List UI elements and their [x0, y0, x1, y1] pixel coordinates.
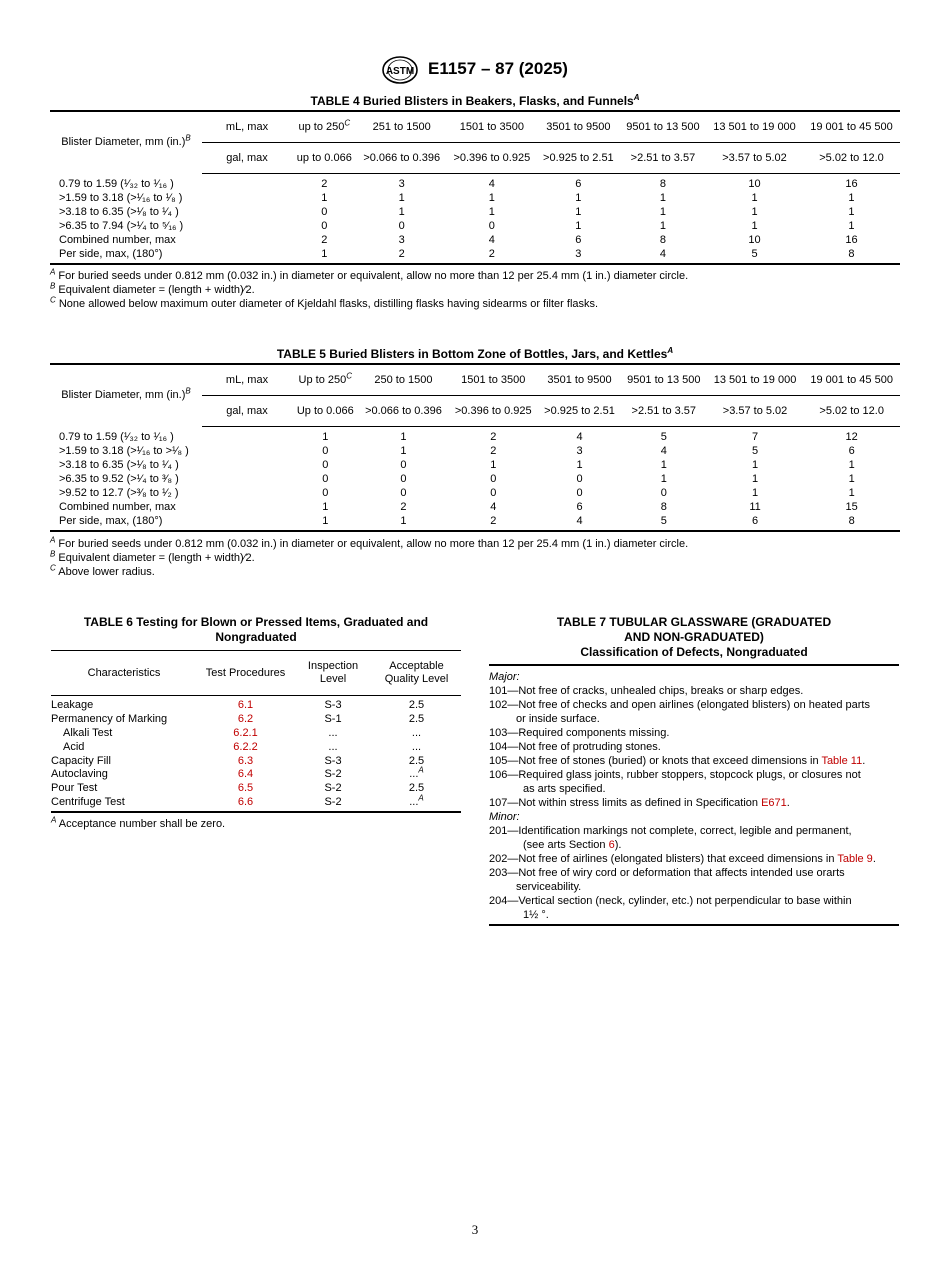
- table-cell: 0: [490, 472, 497, 485]
- defect-item: 1½ °.: [523, 909, 549, 921]
- table-cell: 1: [488, 205, 495, 218]
- table-cell: 1: [400, 430, 407, 443]
- characteristic: Capacity Fill: [51, 754, 111, 767]
- inspection-level: ...: [328, 726, 338, 739]
- characteristic: Acid: [63, 740, 85, 753]
- table-cell: 1: [659, 219, 666, 232]
- table4-gal-col: >5.02 to 12.0: [803, 143, 900, 174]
- row-label: Per side, max, (180°): [50, 514, 292, 531]
- table7-major-label: Major:: [489, 671, 520, 683]
- table7-minor-label: Minor:: [489, 811, 520, 823]
- table-row: [51, 696, 461, 713]
- table-cell: 6: [575, 233, 582, 246]
- footnote: $^A$ For buried seeds under 0.812 mm (0.032 in.) in diameter or equivalent, allow no more than 12 per 25.4 mm (1 in.) diameter circle.: [50, 267, 689, 282]
- table-cell: 12: [845, 430, 858, 443]
- table4-ml-col: 9501 to 13 500: [620, 111, 706, 143]
- table-cell: 6: [575, 177, 582, 190]
- table-cell: 1: [848, 486, 855, 499]
- defect-item: 104—Not free of protruding stones.: [489, 741, 661, 753]
- inspection-level: S-3: [324, 699, 342, 712]
- table-cell: 0: [321, 219, 328, 232]
- table-cell: 1: [490, 458, 497, 471]
- table5-gal-col: >3.57 to 5.02: [707, 396, 804, 427]
- table-cell: 8: [803, 247, 900, 264]
- table4-footnotes: [50, 269, 910, 311]
- table7-title: TABLE 7 TUBULAR GLASSWARE (GRADUATED AND NON-GRADUATED) Classification of Defects, Nongraduated: [556, 615, 832, 659]
- table-cell: 4: [576, 430, 583, 443]
- table5-ml-col: 13 501 to 19 000: [707, 364, 804, 396]
- characteristic: Pour Test: [51, 782, 98, 795]
- footnote: $^B$ Equivalent diameter = (length + width)⁄2.: [50, 281, 255, 296]
- table-cell: 0: [398, 219, 405, 232]
- table-cell: 1: [359, 514, 449, 531]
- table5-gal-col: >0.066 to 0.396: [359, 396, 449, 427]
- table-cell: 4: [660, 444, 667, 457]
- table-cell: 1: [292, 247, 357, 264]
- table4-gal-label: gal, max: [202, 143, 292, 174]
- defect-item: (see arts Section 6).: [523, 839, 622, 851]
- table5-title: TABLE 5 Buried Blisters in Bottom Zone of Bottles, Jars, and Kettles$^A$: [276, 346, 674, 361]
- row-label: Per side, max, (180°): [50, 247, 292, 264]
- table-row: [50, 500, 900, 514]
- table5-gal-label: gal, max: [202, 396, 292, 427]
- table-cell: 5: [660, 430, 667, 443]
- footnote: $^B$ Equivalent diameter = (length + width)⁄2.: [50, 549, 255, 564]
- row-label: 0.79 to 1.59 (¹⁄₃₂ to ¹⁄₁₆ ): [59, 177, 174, 190]
- table-cell: 5: [706, 247, 803, 264]
- table-cell: 0: [322, 458, 329, 471]
- table-cell: 0: [400, 486, 407, 499]
- table-cell: 0: [488, 219, 495, 232]
- table-cell: 1: [751, 191, 758, 204]
- table-cell: 10: [748, 233, 761, 246]
- test-procedure-link[interactable]: 6.4: [237, 768, 254, 781]
- row-label: >6.35 to 9.52 (>¹⁄₄ to ³⁄₈ ): [59, 472, 179, 485]
- table5-gal-col: >0.396 to 0.925: [448, 396, 538, 427]
- table-cell: 7: [751, 430, 759, 443]
- aql-value: ...: [411, 740, 422, 753]
- defect-item: 105—Not free of stones (buried) or knots that exceed dimensions in Table 11.: [489, 755, 866, 767]
- table-cell: 1: [751, 486, 759, 499]
- table4: [50, 110, 900, 265]
- characteristic: Centrifuge Test: [51, 796, 197, 813]
- table4-ml-label: mL, max: [202, 111, 292, 143]
- table-row: [50, 514, 900, 531]
- table-cell: 1: [575, 219, 582, 232]
- table-cell: 1: [488, 191, 495, 204]
- table5: [50, 363, 900, 532]
- table-cell: 0: [321, 205, 328, 218]
- table-row: [50, 427, 900, 445]
- table4-ml-col: 251 to 1500: [357, 111, 447, 143]
- row-label: >9.52 to 12.7 (>³⁄₈ to ¹⁄₂ ): [59, 486, 179, 499]
- row-label: 0.79 to 1.59 (¹⁄₃₂ to ¹⁄₁₆ ): [59, 430, 174, 443]
- table5-diameter-header: Blister Diameter, mm $(in.)^B$: [50, 364, 202, 427]
- table6: [51, 650, 461, 813]
- table-cell: 0: [322, 486, 329, 499]
- table-cell: 1: [848, 191, 855, 204]
- defect-item: serviceability.: [516, 881, 582, 893]
- table-cell: 1: [848, 205, 855, 218]
- aql-value: ...$^A$: [409, 765, 424, 781]
- table4-gal-col: up to 0.066: [292, 143, 357, 174]
- table4-ml-col: 3501 to 9500: [537, 111, 620, 143]
- test-procedure-link[interactable]: 6.1: [237, 699, 254, 712]
- table-cell: 0: [660, 486, 667, 499]
- table-row: [51, 727, 461, 741]
- defect-item: 204—Vertical section (neck, cylinder, etc.) not perpendicular to base within: [489, 895, 852, 907]
- table-cell: 8: [659, 177, 666, 190]
- inspection-level: ...: [328, 740, 338, 753]
- test-procedure-link[interactable]: 6.2.1: [233, 726, 258, 739]
- table6-title: TABLE 6 Testing for Blown or Pressed Items, Graduated and Nongraduated: [83, 615, 429, 644]
- table5-ml-col: 1501 to 3500: [448, 364, 538, 396]
- footnote: $^A$ For buried seeds under 0.812 mm (0.032 in.) in diameter or equivalent, allow no more than 12 per 25.4 mm (1 in.) diameter circle.: [50, 535, 689, 550]
- row-label: Combined number, max: [59, 233, 176, 246]
- aql-value: 2.5: [408, 782, 425, 795]
- table-cell: 2: [490, 444, 497, 457]
- table-row: [50, 233, 900, 247]
- test-procedure-link[interactable]: 6.3: [237, 754, 254, 767]
- table-cell: 4: [488, 177, 495, 190]
- table-row: [51, 796, 461, 813]
- table-cell: 5: [621, 514, 707, 531]
- table-cell: 3: [537, 247, 620, 264]
- table5-footnotes: [50, 537, 910, 579]
- table-cell: 2: [321, 177, 328, 190]
- table-cell: 6: [707, 514, 804, 531]
- table-cell: 0: [400, 472, 407, 485]
- table4-gal-col: >2.51 to 3.57: [620, 143, 706, 174]
- table6-footnote: $^A$ Acceptance number shall be zero.: [51, 815, 226, 830]
- table5-gal-col: >2.51 to 3.57: [621, 396, 707, 427]
- table-cell: 1: [848, 219, 855, 232]
- table-cell: 4: [488, 233, 495, 246]
- table-row: [50, 174, 900, 192]
- table-cell: 0: [400, 458, 407, 471]
- table7: [489, 664, 899, 926]
- table5-ml-label: mL, max: [202, 364, 292, 396]
- table5-ml-col: 9501 to 13 500: [621, 364, 707, 396]
- row-label: >3.18 to 6.35 (>¹⁄₈ to ¹⁄₄ ): [59, 458, 179, 471]
- table-cell: 6: [848, 444, 855, 457]
- table-row: [51, 713, 461, 727]
- test-procedure-link[interactable]: 6.5: [237, 782, 254, 795]
- table-cell: 0: [490, 486, 497, 499]
- table5-ml-col: 250 to 1500: [359, 364, 449, 396]
- table-cell: 1: [398, 191, 405, 204]
- table-row: [51, 740, 461, 754]
- defect-item: 102—Not free of checks and open airlines (elongated blisters) on heated parts: [489, 699, 870, 711]
- table-cell: 16: [845, 177, 858, 190]
- table5-ml-col: Up to $250^C$: [292, 364, 359, 396]
- table-row: [50, 205, 900, 219]
- table-cell: 5: [751, 444, 759, 457]
- table11-link[interactable]: Table 11: [821, 755, 863, 767]
- table-cell: 3: [576, 444, 583, 457]
- page-number: 3: [471, 1222, 479, 1237]
- table-cell: 2: [447, 247, 537, 264]
- table-cell: 1: [400, 444, 407, 457]
- test-procedure-link[interactable]: 6.6: [197, 796, 294, 813]
- table-row: [51, 782, 461, 796]
- table4-ml-col: 13 501 to 19 000: [706, 111, 803, 143]
- table-cell: 2: [321, 233, 328, 246]
- row-label: >1.59 to 3.18 (>¹⁄₁₆ to ¹⁄₈ ): [59, 191, 183, 204]
- table4-ml-col: 19 001 to 45 500: [803, 111, 900, 143]
- table-cell: 11: [749, 500, 761, 513]
- table6-header: Test Procedures: [205, 666, 286, 679]
- logo-text: ASTM: [385, 66, 415, 77]
- table-cell: 1: [848, 458, 855, 471]
- aql-value: ...$^A$: [372, 796, 461, 813]
- table-cell: 1: [575, 191, 582, 204]
- table-cell: 10: [748, 177, 761, 190]
- test-procedure-link[interactable]: 6.2: [237, 713, 254, 726]
- table-cell: 4: [490, 500, 497, 513]
- table4-ml-col: up to $250^C$: [292, 111, 357, 143]
- table4-gal-col: >0.066 to 0.396: [357, 143, 447, 174]
- defect-item: 203—Not free of wiry cord or deformation that affects intended use orarts: [489, 867, 845, 879]
- table5-ml-col: 19 001 to 45 500: [803, 364, 900, 396]
- table-cell: 1: [576, 458, 583, 471]
- inspection-level: S-3: [324, 754, 342, 767]
- table-cell: 1: [292, 514, 359, 531]
- table9-link[interactable]: Table 9: [837, 853, 873, 865]
- table-cell: 1: [751, 205, 758, 218]
- page-header: [0, 56, 950, 86]
- table-cell: 4: [620, 247, 706, 264]
- section6-link[interactable]: 6: [608, 839, 615, 851]
- table5-gal-col: >0.925 to 2.51: [538, 396, 621, 427]
- table-cell: 8: [803, 514, 900, 531]
- table5-gal-col: >5.02 to 12.0: [803, 396, 900, 427]
- aql-value: 2.5: [408, 699, 425, 712]
- table-cell: 8: [659, 233, 666, 246]
- astm-logo: [381, 56, 419, 84]
- table5-ml-col: 3501 to 9500: [538, 364, 621, 396]
- defect-item: 106—Required glass joints, rubber stoppers, stopcock plugs, or closures not: [489, 769, 861, 781]
- aql-value: 2.5: [408, 754, 425, 767]
- aql-value: 2.5: [408, 713, 425, 726]
- table-row: [51, 768, 461, 782]
- table-cell: 1: [398, 205, 405, 218]
- test-procedure-link[interactable]: 6.2.2: [233, 740, 258, 753]
- table-cell: 1: [322, 430, 329, 443]
- table-row: [50, 458, 900, 472]
- table-cell: 0: [322, 444, 329, 457]
- characteristic: Permanency of Marking: [51, 713, 168, 726]
- table-row: [50, 486, 900, 500]
- table-cell: 3: [398, 233, 405, 246]
- table4-title: TABLE 4 Buried Blisters in Beakers, Flasks, and Funnels$^A$: [310, 93, 640, 108]
- table-cell: 3: [398, 177, 405, 190]
- defect-item: 201—Identification markings not complete, correct, legible and permanent,: [489, 825, 852, 837]
- table-cell: 16: [845, 233, 858, 246]
- table-row: [50, 444, 900, 458]
- table-cell: 6: [576, 500, 583, 513]
- inspection-level: S-2: [294, 796, 372, 813]
- inspection-level: S-1: [324, 713, 342, 726]
- table6-header: Acceptable Quality Level: [384, 660, 449, 685]
- table-cell: 0: [322, 472, 329, 485]
- table-row: [50, 472, 900, 486]
- footnote: $^C$ Above lower radius.: [50, 563, 155, 578]
- table-cell: 2: [400, 500, 407, 513]
- defect-item: as arts specified.: [523, 783, 606, 795]
- e671-link[interactable]: E671: [761, 797, 787, 809]
- table4-gal-col: >3.57 to 5.02: [706, 143, 803, 174]
- row-label: Combined number, max: [59, 500, 176, 513]
- inspection-level: S-2: [324, 782, 342, 795]
- table-cell: 1: [751, 458, 759, 471]
- table-cell: 8: [660, 500, 667, 513]
- table-cell: 1: [659, 205, 666, 218]
- table4-diameter-header: Blister Diameter, mm $(in.)^B$: [50, 111, 202, 174]
- table-cell: 0: [576, 472, 583, 485]
- table-cell: 1: [751, 219, 758, 232]
- table5-gal-col: Up to 0.066: [292, 396, 359, 427]
- document-designation: E1157 – 87 (2025): [428, 59, 568, 78]
- characteristic: Leakage: [51, 699, 94, 712]
- table-cell: 2: [448, 514, 538, 531]
- table-cell: 1: [575, 205, 582, 218]
- table-cell: 1: [848, 472, 855, 485]
- table6-header: Inspection Level: [307, 660, 359, 685]
- table-cell: 4: [538, 514, 621, 531]
- defect-item: or inside surface.: [516, 713, 600, 725]
- table-cell: 0: [576, 486, 583, 499]
- table-cell: 2: [357, 247, 447, 264]
- defect-item: 202—Not free of airlines (elongated blisters) that exceed dimensions in Table 9.: [489, 853, 876, 865]
- table6-header: Characteristics: [87, 666, 161, 679]
- defect-item: 101—Not free of cracks, unhealed chips, breaks or sharp edges.: [489, 685, 804, 697]
- table-row: [50, 191, 900, 205]
- characteristic: Alkali Test: [63, 726, 113, 739]
- footnote: $^C$ None allowed below maximum outer diameter of Kjeldahl flasks, distilling flasks having sidearms or filter flasks.: [50, 295, 599, 310]
- defect-item: 103—Required components missing.: [489, 727, 670, 739]
- table-cell: 2: [490, 430, 497, 443]
- table-cell: 1: [322, 500, 329, 513]
- defect-item: 107—Not within stress limits as defined in Specification E671.: [489, 797, 790, 809]
- inspection-level: S-2: [324, 768, 342, 781]
- table4-gal-col: >0.396 to 0.925: [447, 143, 537, 174]
- table-cell: 1: [660, 458, 667, 471]
- aql-value: ...: [411, 726, 422, 739]
- characteristic: Autoclaving: [51, 768, 108, 781]
- row-label: >3.18 to 6.35 (>¹⁄₈ to ¹⁄₄ ): [59, 205, 179, 218]
- table-cell: 1: [660, 472, 667, 485]
- table-row: [50, 219, 900, 233]
- table-cell: 1: [751, 472, 759, 485]
- table-row: [50, 247, 900, 264]
- table-cell: 1: [321, 191, 328, 204]
- row-label: >6.35 to 7.94 (>¹⁄₄ to ⁵⁄₁₆ ): [59, 219, 184, 232]
- table-cell: 1: [659, 191, 666, 204]
- table-row: [51, 754, 461, 768]
- table-cell: 15: [845, 500, 858, 513]
- table4-gal-col: >0.925 to 2.51: [537, 143, 620, 174]
- table4-ml-col: 1501 to 3500: [447, 111, 537, 143]
- row-label: >1.59 to 3.18 (>¹⁄₁₆ to >¹⁄₈ ): [59, 444, 189, 457]
